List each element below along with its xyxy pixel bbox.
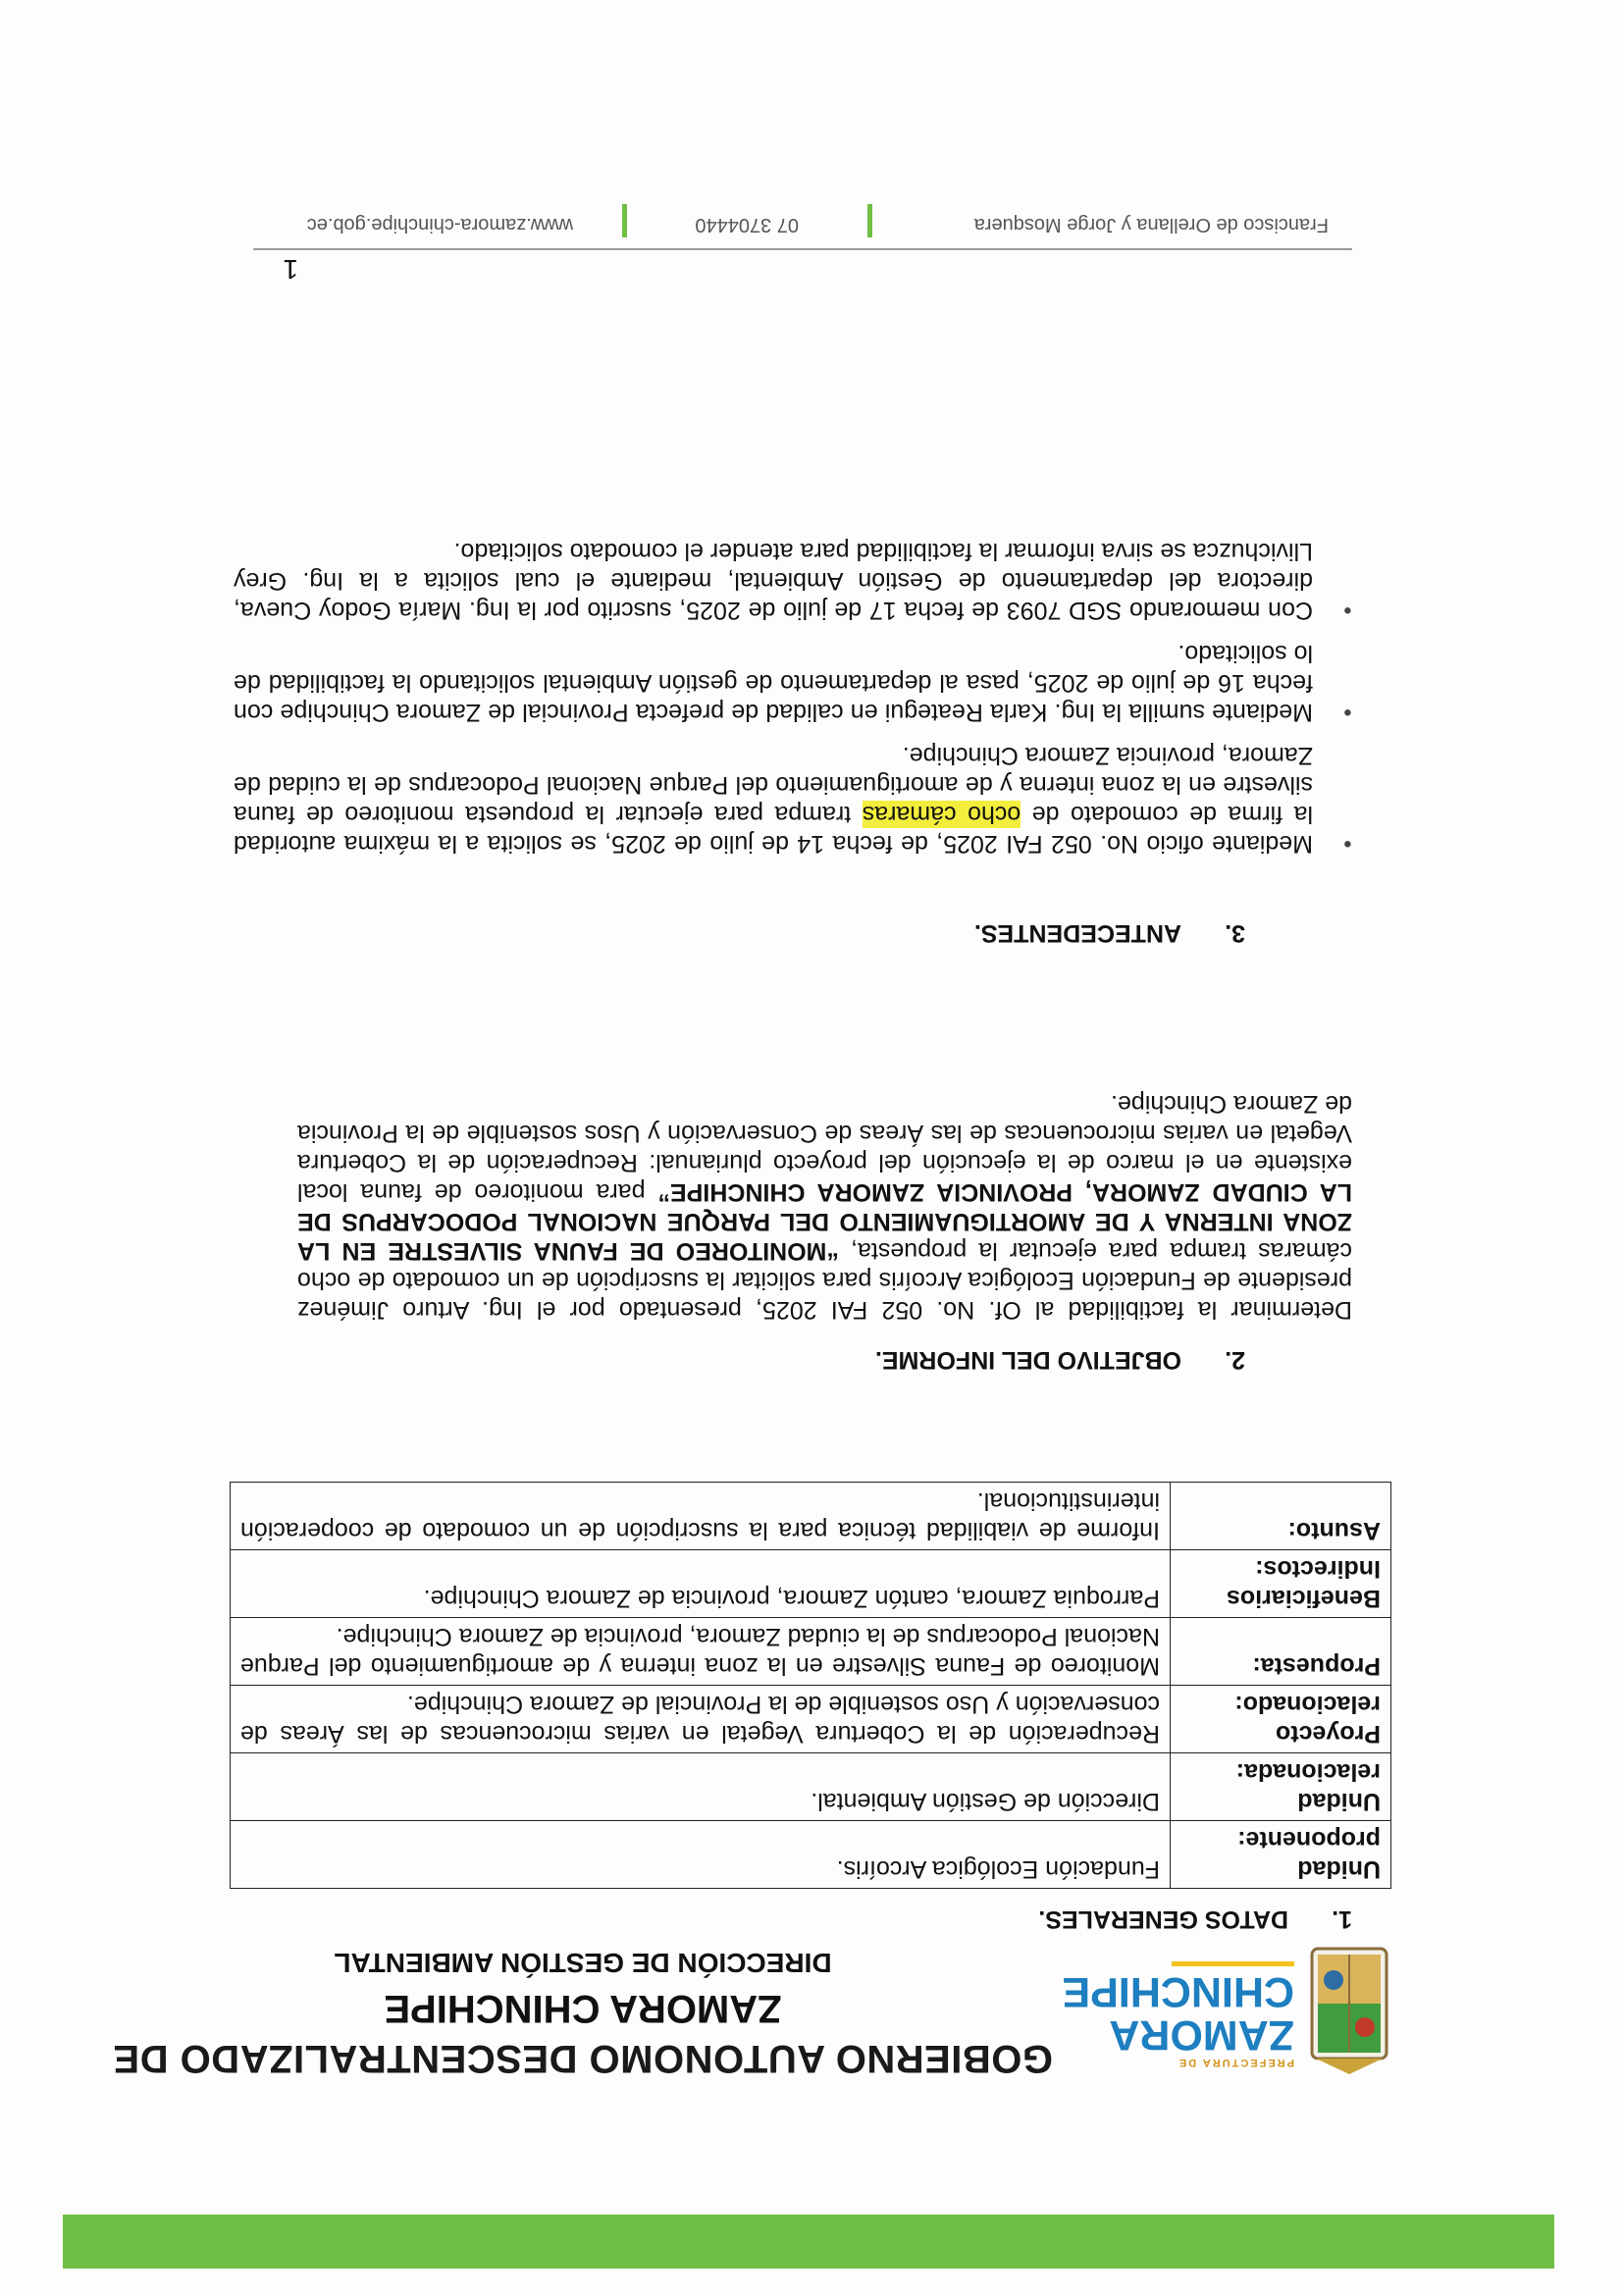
section-3-number: 3. xyxy=(1225,919,1245,947)
objective-text-end: para monitoreo de fauna local existente en el marco de la ejecución del proyecto plurianual: Recuperación de la Cobertura Vegetal en varias microcuencas de las Áreas de Conservación y Usos sostenible de la Provincia de Zamora Chinchipe. xyxy=(297,1090,1352,1206)
section-1-heading xyxy=(1038,1905,1352,1933)
bullet-2-text: Mediante sumilla la Ing. Karla Reategui en calidad de prefecta Provincial de Zamora Chinchipe con fecha 16 de julio de 2025, pasa al departamento de gestión Ambiental solicitando la factibilidad de lo solicitado. xyxy=(234,640,1313,726)
table-row xyxy=(231,1821,1391,1889)
prefectura-logo xyxy=(1062,1936,1392,2078)
footer-separator xyxy=(622,204,627,237)
bullet-1-end: trampa para ejecutar la propuesta monitoreo de fauna silvestre en la zona interna y de amortiguamiento del Parque Nacional Podocarpus de la cuidad de Zamora, provincia Zamora Chinchipe. xyxy=(234,742,1313,828)
row-label: Propuesta: xyxy=(1171,1618,1391,1686)
table-row xyxy=(231,1550,1391,1618)
objective-text-start: Determinar la factibilidad al Of. No. 052 FAI 2025, presentado por el Ing. Arturo Jiménez presidente de Fundación Ecológica Arcoíris para solicitar la suscripción de un comodato de ocho cámaras trampa para ejecutar la propuesta, xyxy=(297,1237,1352,1324)
footer-divider xyxy=(253,249,1352,251)
highlighted-text: ocho cámaras xyxy=(862,801,1021,828)
row-label: Asunto: xyxy=(1171,1483,1391,1550)
government-title xyxy=(48,1947,1118,2080)
footer-address: Francisco de Orellana y Jorge Mosquera xyxy=(973,214,1329,235)
row-value: Informe de viabilidad técnica para la suscripción de un comodato de cooperación interinstitucional. xyxy=(231,1483,1171,1550)
prefectura-label: PREFECTURA DE xyxy=(1177,2057,1294,2068)
gov-title-line3: DIRECCIÓN DE GESTIÓN AMBIENTAL xyxy=(334,1948,832,1978)
list-item xyxy=(234,537,1352,625)
footer-separator xyxy=(867,204,872,237)
footer-phone: 07 3704440 xyxy=(695,214,799,235)
top-green-bar xyxy=(63,2215,1554,2269)
bullet-3-text: Con memorando SGD 7093 de fecha 17 de julio de 2025, suscrito por la Ing. María Godoy Cueva, directora del departamento de Gestión Ambiental, mediante el cual solicita a la Ing. Grey Llivichuzca se sirva informar la factibilidad para atender el comodato solicitado. xyxy=(234,538,1313,624)
table-row xyxy=(231,1483,1391,1550)
row-value: Recuperación de la Cobertura Vegetal en varias microcuencas de las Áreas de conservación y Uso sostenible de la Provincial de Zamora Chinchipe. xyxy=(231,1686,1171,1753)
general-data-table xyxy=(230,1482,1391,1889)
row-value: Monitoreo de Fauna Silvestre en la zona interna y de amortiguamiento del Parque Nacional Podocarpus de la ciudad Zamora, provincia de Zamora Chinchipe. xyxy=(231,1618,1171,1686)
brand-chinchipe: CHINCHIPE xyxy=(1062,1968,1294,2015)
coat-of-arms-icon xyxy=(1306,1941,1392,2078)
list-item xyxy=(234,639,1352,727)
gov-title-line2: ZAMORA CHINCHIPE xyxy=(384,1987,782,2030)
page-number: 1 xyxy=(283,254,298,285)
bullet-1-start: Mediante oficio No. 052 FAI 2025, de fecha 14 de julio de 2025, se solicita a la máxima autoridad la firma de comodato de xyxy=(234,801,1313,858)
section-2-heading xyxy=(875,1345,1245,1374)
section-2-title: OBJETIVO DEL INFORME. xyxy=(874,1346,1181,1374)
row-value: Parroquia Zamora, cantón Zamora, provincia de Zamora Chinchipe. xyxy=(231,1550,1171,1618)
section-3-heading xyxy=(974,918,1245,947)
table-row xyxy=(231,1686,1391,1753)
brand-zamora: ZAMORA xyxy=(1109,2011,1294,2059)
row-label: Proyecto relacionado: xyxy=(1171,1686,1391,1753)
section-3-title: ANTECEDENTES. xyxy=(973,919,1181,947)
row-label: Unidad proponente: xyxy=(1171,1821,1391,1889)
section-1-number: 1. xyxy=(1332,1905,1352,1933)
table-row xyxy=(231,1618,1391,1686)
row-label: Beneficiarios Indirectos: xyxy=(1171,1550,1391,1618)
gov-title-line1: GOBIERNO AUTONOMO DESCENTRALIZADO DE xyxy=(112,2037,1054,2080)
row-label: Unidad relacionada: xyxy=(1171,1753,1391,1821)
footer-website: www.zamora-chinchipe.gob.ec xyxy=(306,214,573,235)
brand-underline xyxy=(1172,1961,1294,1966)
table-row xyxy=(231,1753,1391,1821)
row-value: Fundación Ecológica Arcoíris. xyxy=(231,1821,1171,1889)
section-2-number: 2. xyxy=(1225,1346,1245,1374)
list-item xyxy=(234,741,1352,859)
proposal-name: “MONITOREO DE FAUNA SILVESTRE EN LA ZONA INTERNA Y DE AMORTIGUAMIENTO DEL PARQUE NACIONAL PODOCARPUS DE LA CIUDAD ZAMORA, PROVINCIA ZAMORA CHINCHIPE” xyxy=(297,1178,1352,1265)
background-list xyxy=(234,523,1352,859)
section-1-title: DATOS GENERALES. xyxy=(1038,1905,1288,1933)
row-value: Dirección de Gestión Ambiental. xyxy=(231,1753,1171,1821)
objective-paragraph xyxy=(297,1089,1352,1325)
